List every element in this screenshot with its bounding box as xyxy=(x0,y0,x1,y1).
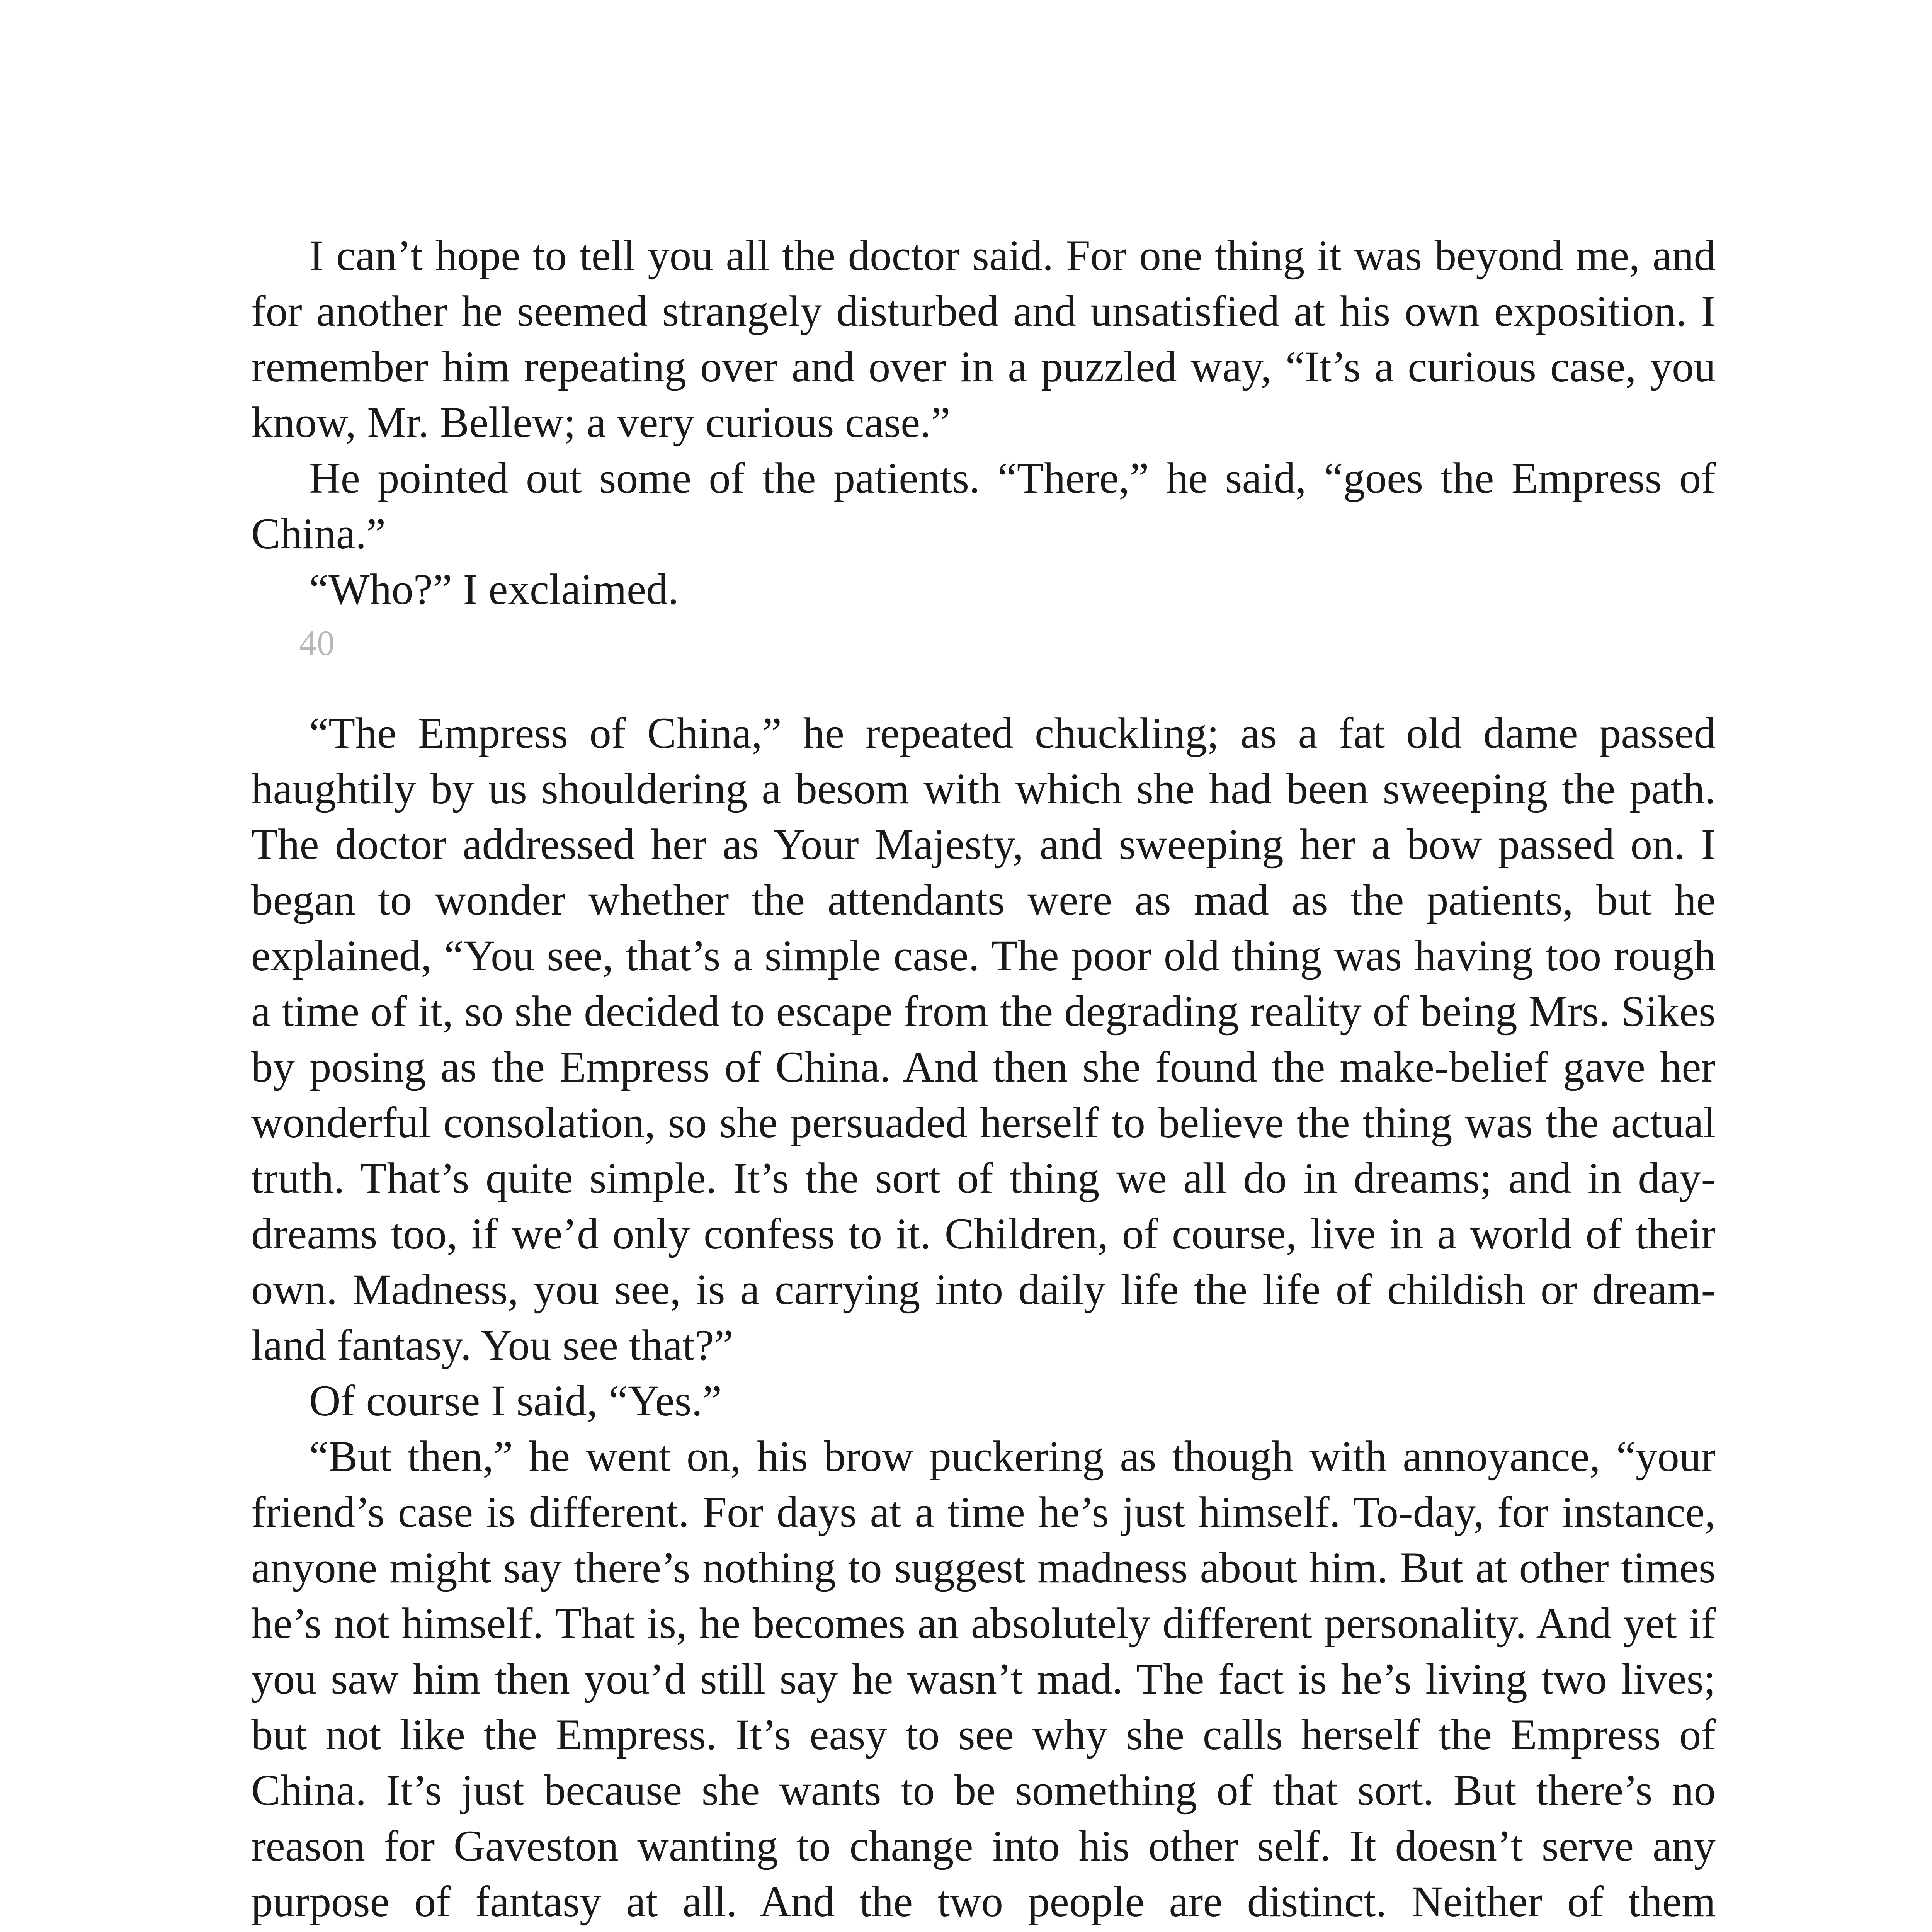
paragraph: “The Empress of China,” he repeated chuckling; as a fat old dame passed haughtily by us shouldering a besom with which she had been sweeping the path. The doctor addressed her as Your Majesty, and sweeping her a bow passed on. I began to wonder whether the attendants were as mad as the patients, but he explained, “You see, that’s a simple case. The poor old thing was having too rough a time of it, so she decided to escape from the degrading reality of being Mrs. Sikes by posing as the Empress of China. And then she found the make-belief gave her wonderful consolation, so she persuaded herself to believe the thing was the actual truth. That’s quite simple. It’s the sort of thing we all do in dreams; and in day-dreams too, if we’d only confess to it. Children, of course, live in a world of their own. Madness, you see, is a carrying into daily life the life of childish or dream-land fantasy. You see that?” xyxy=(251,709,1716,1369)
paragraph: “But then,” he went on, his brow puckering as though with annoyance, “your friend’s case is different. For days at a time he’s just himself. To-day, for instance, anyone might say there’s nothing to suggest madness about him. But at other times he’s not himself. That is, he becomes an absolutely different personality. And yet if you saw him then you’d still say he wasn’t mad. The fact is he’s living two lives; but not like the Empress. It’s easy to see why she calls herself the Empress of China. It’s just because she wants to be something of that sort. But there’s no reason for Gaveston wanting to change into his other self. It doesn’t serve any purpose of fantasy at all. And the two people are distinct. Neither of them xyxy=(251,1432,1716,1926)
page-number: 40 xyxy=(299,623,335,663)
paragraph: “Who?” I exclaimed. xyxy=(309,565,679,614)
paragraph: He pointed out some of the patients. “There,” he said, “goes the Empress of China.” xyxy=(251,454,1716,558)
paragraph: Of course I said, “Yes.” xyxy=(309,1377,722,1425)
paragraph: I can’t hope to tell you all the doctor said. For one thing it was beyond me, and for another he seemed strangely disturbed and unsatisfied at his own exposition. I remember him repeating over and over in a puzzled way, “It’s a curious case, you know, Mr. Bellew; a very curious case.” xyxy=(251,231,1716,447)
document-body xyxy=(251,228,1716,1932)
